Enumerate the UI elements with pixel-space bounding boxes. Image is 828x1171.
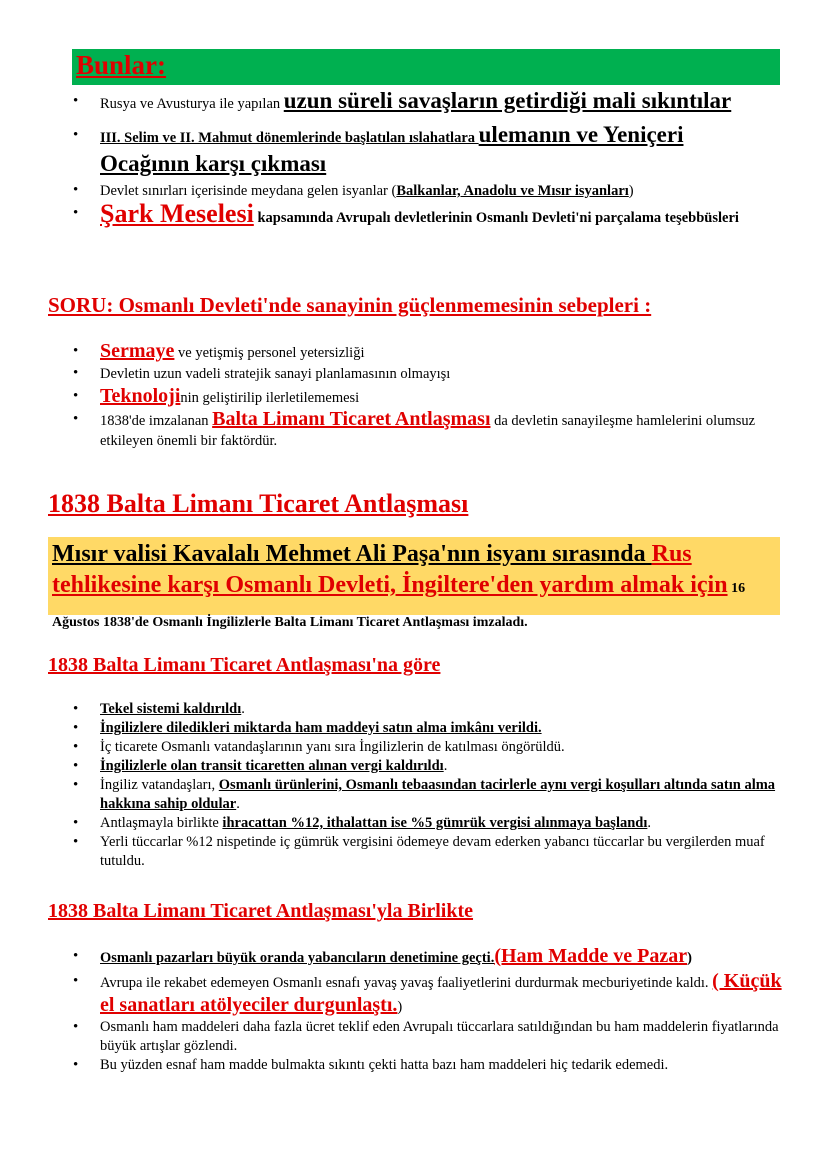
list-item: • Antlaşmayla birlikte ihracattan %12, ithalattan ise %5 gümrük vergisi alınmaya başlandı. [70, 814, 780, 833]
list-item: • Bu yüzden esnaf ham madde bulmakta sıkıntı çekti hatta bazı ham maddeleri hiç tedarik edemedi. [70, 1056, 782, 1075]
balta-intro-text: Mısır valisi Kavalalı Mehmet Ali Paşa'nın isyanı sırasında Rus tehlikesine karşı Osmanlı Devleti, İngiltere'den yardım almak için 16 Ağustos 1838'de Osmanlı İngilizlerle Balta Limanı Ticaret Antlaşması imzaladı. [52, 541, 746, 630]
list-item: • Rusya ve Avusturya ile yapılan uzun süreli savaşların getirdiği mali sıkıntılar [70, 88, 770, 117]
bunlar-header-bar [72, 49, 780, 85]
list-item: • Osmanlı pazarları büyük oranda yabancıların denetimine geçti.(Ham Madde ve Pazar) [70, 944, 782, 970]
soru-list [70, 340, 770, 451]
list-item: • 1838'de imzalanan Balta Limanı Ticaret Antlaşması da devletin sanayileşme hamlelerini olumsuz etkileyen önemli bir faktördür. [70, 410, 770, 451]
list-item: • III. Selim ve II. Mahmut dönemlerinde başlatılan ıslahatlara ulemanın ve Yeniçeri Ocağının karşı çıkması [70, 122, 770, 180]
birlikte-list [70, 944, 782, 1075]
bunlar-title: Bunlar: [76, 50, 167, 80]
gore-list [70, 700, 780, 871]
list-item: • İngiliz vatandaşları, Osmanlı ürünlerini, Osmanlı tebaasından tacirlerle aynı vergi koşulları altında satın alma hakkına sahip oldular. [70, 776, 780, 814]
gore-heading: 1838 Balta Limanı Ticaret Antlaşması'na göre [48, 654, 441, 676]
birlikte-heading: 1838 Balta Limanı Ticaret Antlaşması'yla Birlikte [48, 900, 474, 922]
list-item: • Osmanlı ham maddeleri daha fazla ücret teklif eden Avrupalı tüccarlara satıldığından bu ham maddelerin fiyatlarında büyük artışlar gözlendi. [70, 1018, 782, 1056]
list-item: • Devletin uzun vadeli stratejik sanayi planlamasının olmayışı [70, 364, 770, 384]
balta-intro-box [48, 537, 780, 630]
list-item: • Avrupa ile rekabet edemeyen Osmanlı esnafı yavaş yavaş faaliyetlerini durdurmak mecburiyetinde kaldı. ( Küçük el sanatları atölyeciler durgunlaştı.) [70, 970, 782, 1018]
list-item: • Teknolojinin geliştirilip ilerletilememesi [70, 384, 770, 410]
list-item: • İngilizlere diledikleri miktarda ham maddeyi satın alma imkânı verildi. [70, 719, 780, 738]
list-item: • Yerli tüccarlar %12 nispetinde iç gümrük vergisini ödemeye devam ederken yabancı tüccarlar bu vergilerden muaf tutuldu. [70, 833, 780, 871]
list-item: • İç ticarete Osmanlı vatandaşlarının yanı sıra İngilizlerin de katılması öngörüldü. [70, 738, 780, 757]
soru-heading: SORU: Osmanlı Devleti'nde sanayinin güçlenmemesinin sebepleri : [48, 293, 652, 317]
list-item: • Sermaye ve yetişmiş personel yetersizliği [70, 340, 770, 364]
balta-heading: 1838 Balta Limanı Ticaret Antlaşması [48, 489, 469, 518]
list-item: • Tekel sistemi kaldırıldı. [70, 700, 780, 719]
list-item: • Şark Meselesi kapsamında Avrupalı devletlerinin Osmanlı Devleti'ni parçalama teşebbüsleri [70, 204, 770, 228]
bunlar-list [70, 88, 770, 228]
list-item: • İngilizlerle olan transit ticaretten alınan vergi kaldırıldı. [70, 757, 780, 776]
list-item: • Devlet sınırları içerisinde meydana gelen isyanlar (Balkanlar, Anadolu ve Mısır isyanları) [70, 182, 770, 201]
